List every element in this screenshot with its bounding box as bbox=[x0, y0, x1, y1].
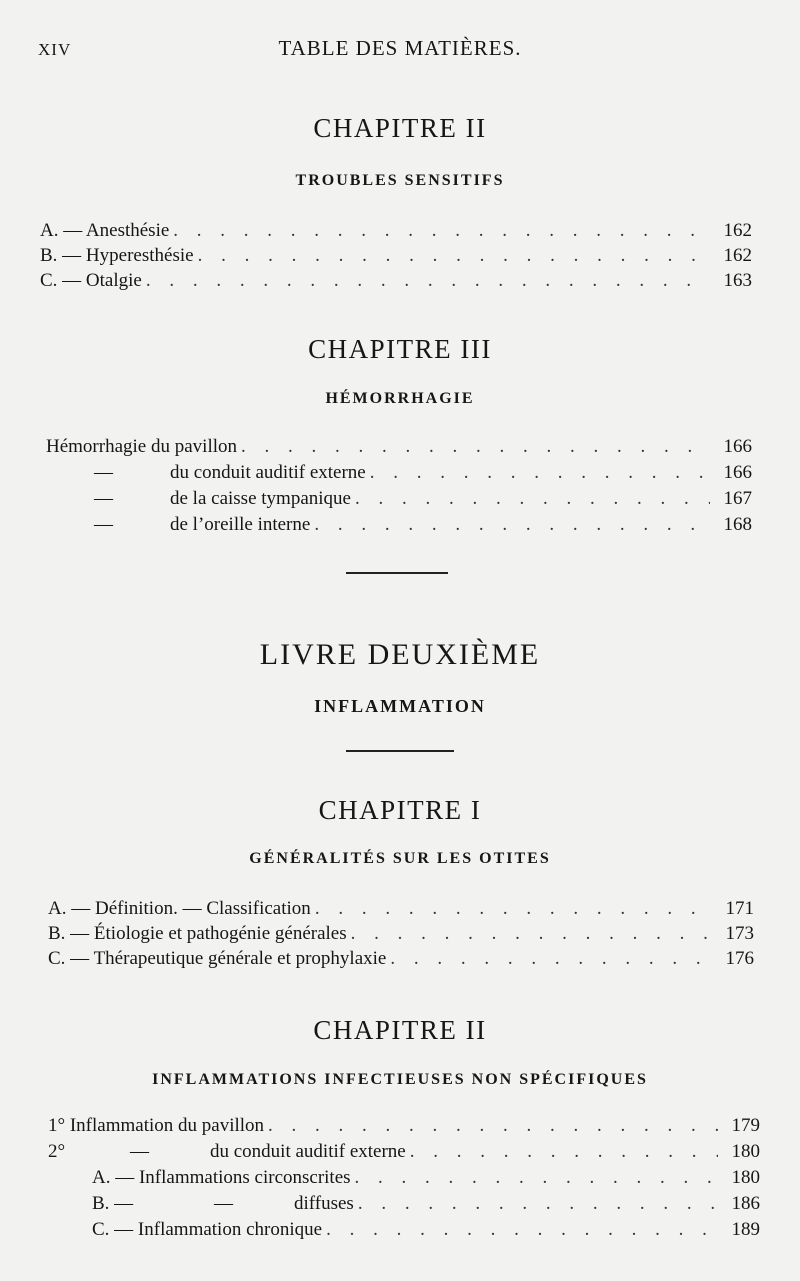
toc-entry bbox=[48, 948, 754, 974]
leader-dots bbox=[241, 436, 710, 458]
leader-dots bbox=[370, 462, 710, 484]
toc-entry bbox=[94, 514, 752, 540]
chapter-subtitle: TROUBLES SENSITIFS bbox=[295, 172, 505, 189]
ditto-dash: — bbox=[94, 488, 113, 509]
entry-page: 180 bbox=[731, 1167, 760, 1188]
entry-page: 179 bbox=[731, 1115, 760, 1136]
entry-page: 173 bbox=[725, 923, 754, 944]
entry-label: Hémorrhagie du pavillon bbox=[46, 436, 238, 457]
running-title: TABLE DES MATIÈRES. bbox=[278, 36, 522, 60]
chapter-heading: CHAPITRE II bbox=[313, 113, 487, 143]
toc-entry bbox=[48, 898, 754, 924]
entry-page: 186 bbox=[731, 1193, 760, 1214]
ditto-dash: — bbox=[94, 514, 113, 535]
leader-dots bbox=[315, 898, 712, 920]
toc-entry bbox=[92, 1219, 760, 1245]
toc-entry bbox=[40, 245, 752, 271]
entry-label: C. — Inflammation chronique bbox=[92, 1219, 323, 1240]
ditto-dash: — bbox=[130, 1141, 149, 1162]
leader-dots bbox=[173, 220, 710, 242]
running-head bbox=[0, 36, 800, 60]
entry-label: 1° Inflammation du pavillon bbox=[48, 1115, 265, 1136]
entry-page: 163 bbox=[723, 270, 752, 291]
section-divider bbox=[346, 572, 448, 574]
toc-entry bbox=[92, 1193, 760, 1219]
toc-entry bbox=[48, 923, 754, 949]
chapter-subtitle: INFLAMMATIONS INFECTIEUSES NON SPÉCIFIQUES bbox=[152, 1071, 648, 1088]
entry-label: B. — Hyperesthésie bbox=[40, 245, 194, 266]
entry-page: 166 bbox=[723, 436, 752, 457]
toc-entry bbox=[48, 1115, 760, 1141]
ditto-dash: — bbox=[214, 1193, 233, 1214]
entry-page: 162 bbox=[723, 220, 752, 241]
leader-dots bbox=[355, 488, 710, 510]
chapter-subtitle: GÉNÉRALITÉS SUR LES OTITES bbox=[249, 850, 551, 867]
entry-number: 2° bbox=[48, 1141, 66, 1162]
entry-label: du conduit auditif externe bbox=[170, 462, 366, 483]
entry-page: 189 bbox=[731, 1219, 760, 1240]
leader-dots bbox=[268, 1115, 718, 1137]
leader-dots bbox=[198, 245, 710, 267]
toc-entry bbox=[40, 270, 752, 296]
entry-label: B. — Étiologie et pathogénie générales bbox=[48, 923, 347, 944]
page-number: XIV bbox=[38, 40, 72, 59]
section-divider bbox=[346, 750, 454, 752]
leader-dots bbox=[351, 923, 712, 945]
leader-dots bbox=[358, 1193, 718, 1215]
entry-label: A. — Définition. — Classification bbox=[48, 898, 311, 919]
toc-entry bbox=[46, 436, 752, 462]
entry-label: de la caisse tympanique bbox=[170, 488, 351, 509]
entry-page: 180 bbox=[731, 1141, 760, 1162]
leader-dots bbox=[355, 1167, 718, 1189]
entry-page: 162 bbox=[723, 245, 752, 266]
chapter-heading: CHAPITRE I bbox=[318, 795, 482, 825]
entry-label: B. — bbox=[92, 1193, 134, 1214]
toc-entry bbox=[94, 488, 752, 514]
entry-label: du conduit auditif externe bbox=[210, 1141, 406, 1162]
leader-dots bbox=[314, 514, 710, 536]
entry-page: 171 bbox=[725, 898, 754, 919]
leader-dots bbox=[326, 1219, 718, 1241]
toc-entry bbox=[94, 462, 752, 488]
chapter-heading: CHAPITRE III bbox=[308, 334, 492, 364]
entry-label: de l’oreille interne bbox=[170, 514, 311, 535]
entry-label: C. — Thérapeutique générale et prophylaxie bbox=[48, 948, 387, 969]
entry-page: 167 bbox=[723, 488, 752, 509]
leader-dots bbox=[410, 1141, 718, 1163]
entry-page: 176 bbox=[725, 948, 754, 969]
entry-label: C. — Otalgie bbox=[40, 270, 142, 291]
leader-dots bbox=[390, 948, 712, 970]
book-title: LIVRE DEUXIÈME bbox=[259, 638, 541, 671]
chapter-heading: CHAPITRE II bbox=[313, 1015, 487, 1045]
leader-dots bbox=[146, 270, 710, 292]
book-subtitle: INFLAMMATION bbox=[314, 696, 486, 716]
toc-entry bbox=[92, 1167, 760, 1193]
entry-page: 168 bbox=[723, 514, 752, 535]
entry-label-2: diffuses bbox=[294, 1193, 354, 1214]
toc-entry bbox=[40, 220, 752, 246]
entry-page: 166 bbox=[723, 462, 752, 483]
chapter-subtitle: HÉMORRHAGIE bbox=[325, 390, 475, 407]
entry-label: A. — Anesthésie bbox=[40, 220, 170, 241]
toc-entry bbox=[48, 1141, 760, 1167]
ditto-dash: — bbox=[94, 462, 113, 483]
entry-label: A. — Inflammations circonscrites bbox=[92, 1167, 351, 1188]
